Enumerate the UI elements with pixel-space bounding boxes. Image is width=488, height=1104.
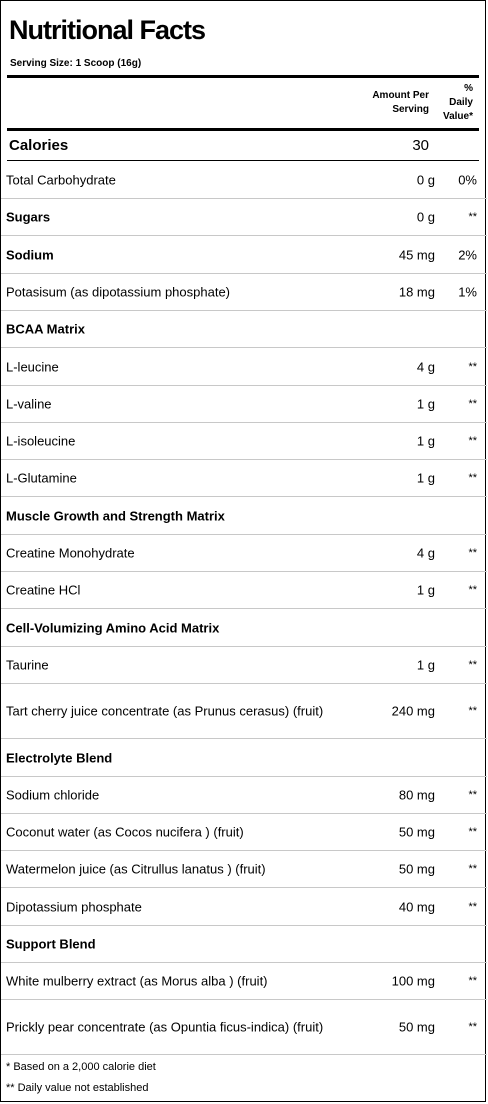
nutrient-name: Prickly pear concentrate (as Opuntia ficus-indica) (fruit) [6, 1019, 324, 1035]
amount-per-serving-header: Amount Per Serving [372, 90, 429, 115]
nutrient-name: Creatine HCl [6, 582, 81, 598]
nutrient-daily-value: ** [468, 863, 477, 875]
nutrient-name: Electrolyte Blend [6, 750, 113, 765]
table-row [1, 274, 487, 311]
nutrient-amount: 0 g [416, 172, 435, 187]
nutrient-daily-value: ** [468, 472, 477, 484]
table-row [1, 684, 487, 739]
nutrient-name: Sugars [6, 209, 51, 225]
nutrient-daily-value: ** [468, 789, 477, 801]
table-row [1, 851, 487, 888]
nutrient-amount: 100 mg [391, 973, 435, 989]
nutrient-name: White mulberry extract (as Morus alba ) (fruit) [6, 973, 268, 989]
table-row [1, 777, 487, 814]
table-row [1, 535, 487, 572]
page-title: Nutritional Facts [9, 15, 206, 45]
nutrient-name: Sodium [6, 247, 54, 262]
nutrient-amount: 18 mg [398, 284, 435, 300]
table-row [1, 739, 487, 777]
footnote-daily-value-basis: * Based on a 2,000 calorie diet [6, 1061, 156, 1073]
nutrient-name: L-valine [6, 396, 52, 412]
nutrient-name: L-leucine [6, 359, 59, 374]
nutrient-name: Support Blend [6, 936, 96, 952]
nutrient-table [1, 161, 487, 1055]
nutrient-daily-value: ** [468, 705, 477, 717]
calories-value: 30 [412, 137, 429, 154]
nutrient-amount: 80 mg [398, 787, 435, 803]
footnote-not-established: ** Daily value not established [6, 1082, 149, 1094]
nutrient-amount: 45 mg [398, 247, 435, 262]
nutrient-daily-value: ** [468, 435, 477, 447]
table-row [1, 888, 487, 926]
nutrient-daily-value: ** [468, 547, 477, 559]
calories-label: Calories [9, 137, 69, 154]
nutrient-amount: 1 g [416, 582, 435, 598]
nutrient-daily-value: ** [468, 826, 477, 838]
nutrient-daily-value: ** [468, 659, 477, 671]
nutrient-daily-value: 2% [458, 247, 477, 262]
nutrient-amount: 50 mg [398, 824, 435, 840]
nutrient-name: Muscle Growth and Strength Matrix [6, 508, 225, 523]
nutrient-daily-value: 1% [458, 284, 477, 300]
table-row [1, 1000, 487, 1055]
nutrient-amount: 4 g [416, 545, 435, 561]
nutrient-amount: 240 mg [391, 703, 435, 719]
table-row [1, 497, 487, 535]
nutrient-amount: 0 g [416, 209, 435, 225]
header-top-rule [7, 75, 479, 78]
nutrient-amount: 1 g [416, 657, 435, 673]
serving-size: Serving Size: 1 Scoop (16g) [10, 58, 142, 69]
nutrient-name: Potasisum (as dipotassium phosphate) [6, 284, 231, 300]
table-row [1, 348, 487, 386]
nutrient-daily-value: ** [468, 584, 477, 596]
nutrient-name: Dipotassium phosphate [6, 899, 142, 914]
nutrient-name: Watermelon juice (as Citrullus lanatus ) (fruit) [6, 861, 266, 877]
nutrient-name: Creatine Monohydrate [6, 545, 135, 561]
daily-value-header: % Daily Value* [442, 83, 473, 122]
table-row [1, 572, 487, 609]
nutrient-name: Total Carbohydrate [6, 172, 116, 187]
table-row [1, 609, 487, 647]
table-row [1, 386, 487, 423]
table-row [1, 814, 487, 851]
nutrient-amount: 50 mg [398, 861, 435, 877]
table-row [1, 236, 487, 274]
nutrient-daily-value: ** [468, 1021, 477, 1033]
table-row [1, 963, 487, 1000]
nutrient-name: Coconut water (as Cocos nucifera ) (fruit) [6, 824, 244, 840]
nutrient-amount: 4 g [416, 359, 435, 374]
table-row [1, 460, 487, 497]
nutrient-name: L-Glutamine [6, 470, 77, 486]
nutrient-daily-value: 0% [458, 172, 477, 187]
nutrient-daily-value: ** [468, 211, 477, 223]
table-row [1, 161, 487, 199]
table-row [1, 423, 487, 460]
nutrient-name: Tart cherry juice concentrate (as Prunus cerasus) (fruit) [6, 703, 324, 719]
nutrient-name: Cell-Volumizing Amino Acid Matrix [6, 620, 220, 635]
nutrient-daily-value: ** [468, 975, 477, 987]
nutrient-daily-value: ** [468, 900, 477, 913]
table-row [1, 311, 487, 348]
nutrient-name: Taurine [6, 657, 49, 673]
nutrient-amount: 1 g [416, 433, 435, 449]
table-row [1, 647, 487, 684]
table-row [1, 199, 487, 236]
header-bottom-rule [7, 128, 479, 131]
nutrient-amount: 1 g [416, 396, 435, 412]
nutrient-name: Sodium chloride [6, 787, 100, 803]
nutrient-amount: 40 mg [398, 899, 435, 914]
nutrient-daily-value: ** [468, 360, 477, 373]
nutrient-amount: 50 mg [398, 1019, 435, 1035]
nutrient-name: BCAA Matrix [6, 321, 85, 337]
nutrient-name: L-isoleucine [6, 433, 76, 449]
table-row [1, 926, 487, 963]
nutrient-daily-value: ** [468, 398, 477, 410]
nutrient-amount: 1 g [416, 470, 435, 486]
